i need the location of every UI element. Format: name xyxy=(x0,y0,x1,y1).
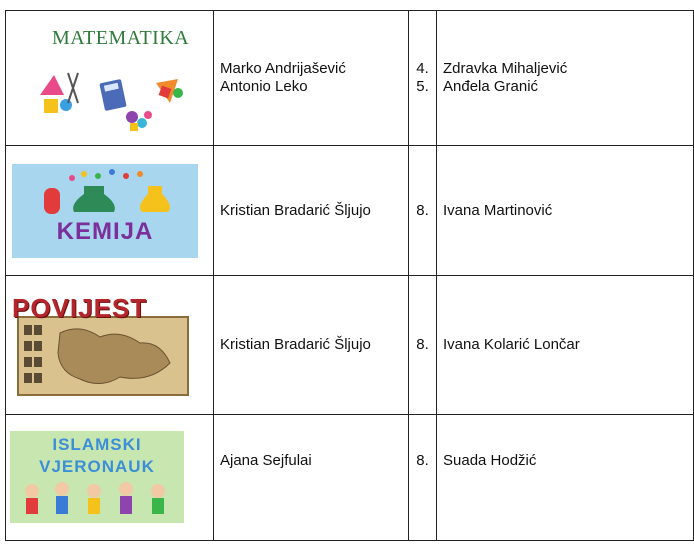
mentor-cell xyxy=(437,11,694,146)
subject-logo-cell xyxy=(6,11,214,146)
teacher-cell xyxy=(214,276,409,415)
subjects-table xyxy=(5,10,694,541)
teacher-cell xyxy=(214,415,409,541)
subject-logo-cell xyxy=(6,146,214,276)
teacher-name: Kristian Bradarić Šljujo xyxy=(220,201,371,219)
matematika-logo-text: MATEMATIKA xyxy=(52,27,190,49)
matematika-logo xyxy=(20,23,200,133)
grade-cell xyxy=(409,11,437,146)
table-row-matematika xyxy=(6,11,694,146)
grade-value: 8. xyxy=(416,336,429,353)
islamski-vjeronauk-logo xyxy=(10,431,184,523)
table-row-povijest xyxy=(6,276,694,415)
mentor-cell xyxy=(437,415,694,541)
mentor-name: Ivana Martinović xyxy=(443,201,553,219)
grade-value: 5. xyxy=(416,78,429,95)
subject-logo-cell xyxy=(6,415,214,541)
povijest-logo xyxy=(10,293,196,397)
islamski-logo-text-line1: ISLAMSKI xyxy=(52,435,142,454)
grade-cell xyxy=(409,276,437,415)
mentor-cell xyxy=(437,276,694,415)
islamski-logo-text-line2: VJERONAUK xyxy=(39,457,155,476)
grade-value: 4. xyxy=(416,60,429,77)
kemija-logo-text: KEMIJA xyxy=(56,217,154,245)
table-row-kemija xyxy=(6,146,694,276)
mentor-cell xyxy=(437,146,694,276)
teacher-name: Antonio Leko xyxy=(220,78,308,95)
grade-value: 8. xyxy=(416,201,429,219)
grade-cell xyxy=(409,415,437,541)
povijest-logo-text: POVIJEST xyxy=(12,293,148,323)
mentor-name: Suada Hodžić xyxy=(443,452,537,469)
table-row-islamski-vjeronauk xyxy=(6,415,694,541)
subject-logo-cell xyxy=(6,276,214,415)
grade-cell xyxy=(409,146,437,276)
mentor-name: Anđela Granić xyxy=(443,78,539,95)
mentor-name: Zdravka Mihaljević xyxy=(443,60,568,77)
teacher-cell xyxy=(214,146,409,276)
teacher-name: Kristian Bradarić Šljujo xyxy=(220,336,371,353)
teacher-name: Ajana Sejfulai xyxy=(220,452,312,469)
kemija-logo xyxy=(12,164,198,258)
mentor-name: Ivana Kolarić Lončar xyxy=(443,336,580,353)
teacher-name: Marko Andrijašević xyxy=(220,60,346,77)
teacher-cell xyxy=(214,11,409,146)
grade-value: 8. xyxy=(416,452,429,469)
